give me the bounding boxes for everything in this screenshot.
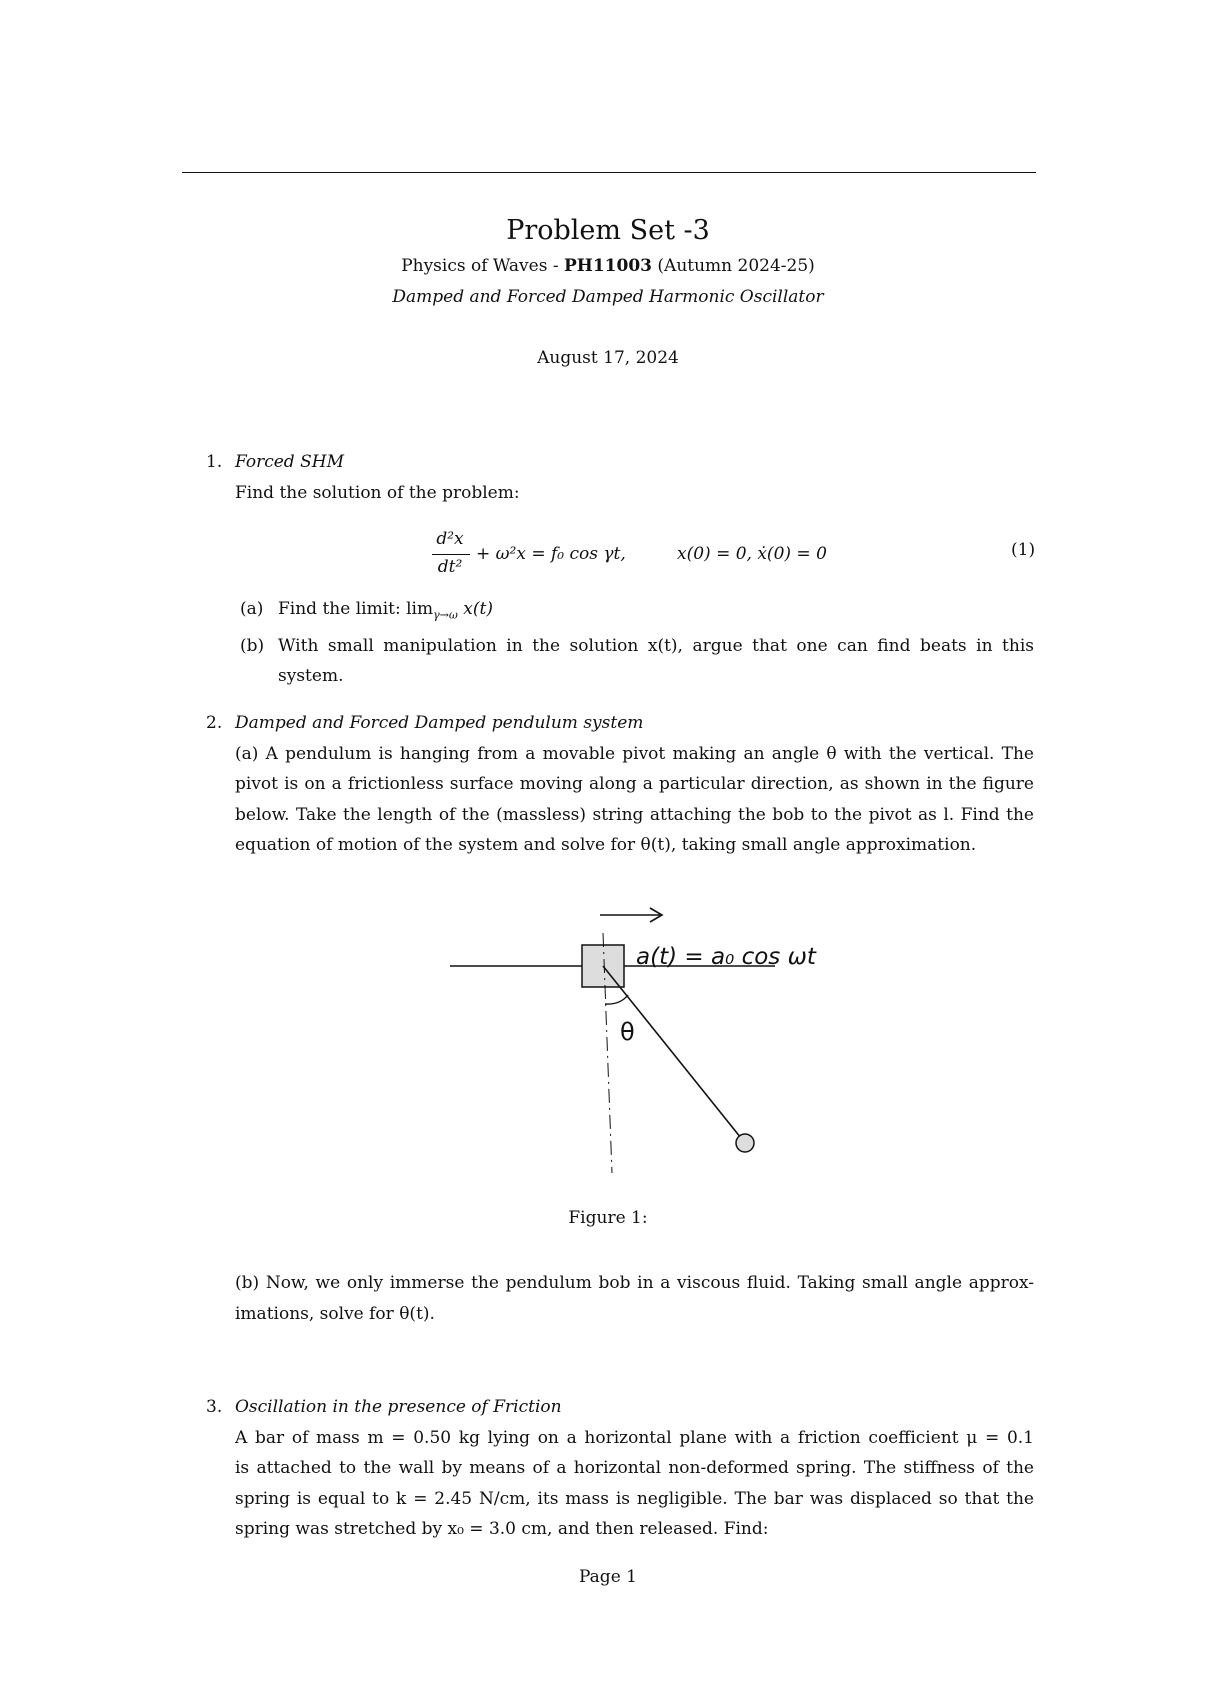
problem-2-number: 2. xyxy=(206,713,223,733)
topic-line: Damped and Forced Damped Harmonic Oscillator xyxy=(392,287,824,307)
figure-caption: Figure 1: xyxy=(568,1208,648,1228)
problem-3-line-1: A bar of mass m = 0.50 kg lying on a horizontal plane with a friction coefficient μ = 0.1 xyxy=(235,1428,1034,1448)
eq-denominator: dt² xyxy=(437,557,463,577)
pendulum-string xyxy=(603,966,741,1138)
header-rule xyxy=(182,172,1036,173)
pendulum-bob xyxy=(736,1134,754,1152)
problem-3-title: Oscillation in the presence of Friction xyxy=(235,1397,562,1417)
eq-numerator: d²x xyxy=(436,529,464,549)
document-title: Problem Set -3 xyxy=(506,215,710,246)
part-1a-text: Find the limit: $\lim_{\gamma\to\omega} x(t)$ xyxy=(278,599,493,622)
part-1b-label: (b) xyxy=(240,636,265,656)
problem-1-intro: Find the solution of the problem: xyxy=(235,483,520,503)
problem-2-title: Damped and Forced Damped pendulum system xyxy=(235,713,644,733)
part-1b-line-1: With small manipulation in the solution x(t), argue that one can find beats in this xyxy=(278,636,1034,656)
eq-number: (1) xyxy=(1011,540,1036,560)
acceleration-label: a(t) = a₀ cos ωt xyxy=(636,944,816,970)
page-number: Page 1 xyxy=(579,1567,637,1587)
problem-2a-line-4: equation of motion of the system and solve for θ(t), taking small angle approximation. xyxy=(235,835,977,855)
problem-3-number: 3. xyxy=(206,1397,223,1417)
eq-fraction-bar xyxy=(432,554,470,555)
problem-1-number: 1. xyxy=(206,452,223,472)
problem-2a-line-3: below. Take the length of the (massless) string attaching the bob to the pivot as l. Find the xyxy=(235,805,1034,825)
problem-3-line-3: spring is equal to k = 2.45 N/cm, its mass is negligible. The bar was displaced so that the xyxy=(235,1489,1034,1509)
problem-2a-line-1: (a) A pendulum is hanging from a movable pivot making an angle θ with the vertical. The xyxy=(235,744,1034,764)
problem-2b-line-2: imations, solve for θ(t). xyxy=(235,1304,435,1324)
document-date: August 17, 2024 xyxy=(537,348,679,368)
eq-conditions: x(0) = 0, ẋ(0) = 0 xyxy=(677,544,827,564)
pendulum-figure xyxy=(440,893,816,1183)
problem-3-line-4: spring was stretched by x₀ = 3.0 cm, and then released. Find: xyxy=(235,1519,769,1539)
problem-3-line-2: is attached to the wall by means of a horizontal non-deformed spring. The stiffness of the xyxy=(235,1458,1034,1478)
problem-1-title: Forced SHM xyxy=(235,452,344,472)
pendulum-diagram xyxy=(440,893,816,1183)
eq-rhs: + ω²x = f₀ cos γt, xyxy=(476,544,626,564)
problem-2a-line-2: pivot is on a frictionless surface moving along a particular direction, as shown in the figure xyxy=(235,774,1034,794)
course-code: PH11003 xyxy=(564,256,652,276)
course-line: Physics of Waves - PH11003 (Autumn 2024-25) xyxy=(401,256,815,276)
angle-label: θ xyxy=(620,1018,635,1046)
problem-2b-line-1: (b) Now, we only immerse the pendulum bob in a viscous fluid. Taking small angle approx- xyxy=(235,1273,1034,1293)
part-1b-line-2: system. xyxy=(278,666,344,686)
part-1a-label: (a) xyxy=(240,599,264,619)
angle-arc xyxy=(605,995,628,1004)
